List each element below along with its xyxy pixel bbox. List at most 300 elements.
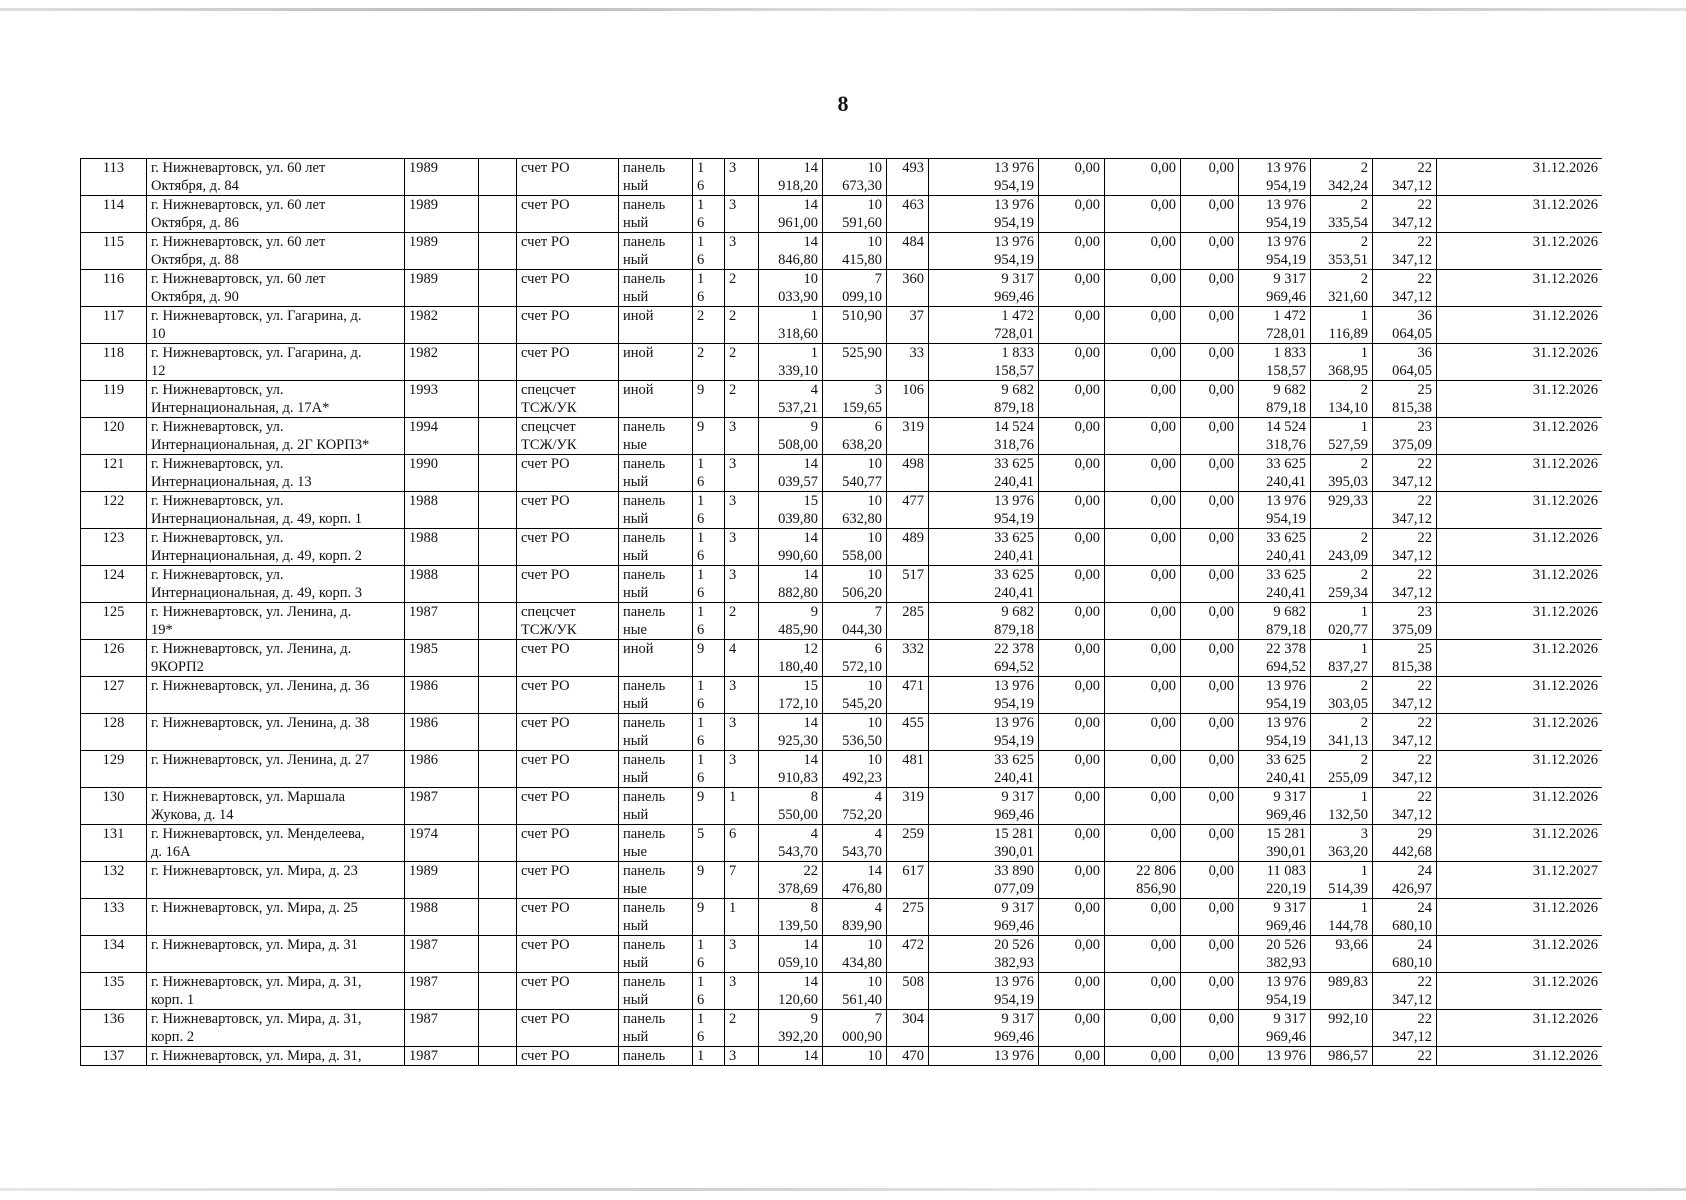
table-row — [81, 1010, 1603, 1047]
cell-fund-account: счет РО — [517, 307, 619, 344]
cell-cost-per-sqm: 1 837,27 — [1311, 640, 1373, 677]
cell-residents: 332 — [887, 640, 929, 677]
cell-wall-material: панель ный — [619, 270, 693, 307]
cell-cost-per-sqm: 992,10 — [1311, 1010, 1373, 1047]
cell-residential-area: 6 638,20 — [823, 418, 887, 455]
cell-residential-area: 510,90 — [823, 307, 887, 344]
cell-deadline-date: 31.12.2026 — [1437, 159, 1603, 196]
scan-edge-top — [0, 8, 1686, 11]
cell-max-cost-per-sqm: 22 347,12 — [1373, 788, 1437, 825]
cell-fund-local: 0,00 — [1181, 1010, 1239, 1047]
cell-address: г. Нижневартовск, ул. Интернациональная, д. 49, корп. 1 — [147, 492, 405, 529]
cell-wall-material: панель ные — [619, 825, 693, 862]
cell-residential-area: 7 044,30 — [823, 603, 887, 640]
cell-max-cost-per-sqm: 25 815,38 — [1373, 381, 1437, 418]
cell-floors: 1 6 — [693, 603, 725, 640]
cell-build-year: 1989 — [405, 270, 479, 307]
cell-residential-area: 10 415,80 — [823, 233, 887, 270]
cell-residents: 470 — [887, 1047, 929, 1066]
cell-max-cost-per-sqm: 23 375,09 — [1373, 603, 1437, 640]
cell-address: г. Нижневартовск, ул. Интернациональная, д. 49, корп. 3 — [147, 566, 405, 603]
cell-cost-per-sqm: 2 259,34 — [1311, 566, 1373, 603]
cell-residential-area: 10 545,20 — [823, 677, 887, 714]
cell-fund-account: счет РО — [517, 899, 619, 936]
cell-floors: 1 6 — [693, 492, 725, 529]
cell-fund-federal: 0,00 — [1039, 603, 1105, 640]
cell-cost-per-sqm: 1 020,77 — [1311, 603, 1373, 640]
cell-fund-federal: 0,00 — [1039, 418, 1105, 455]
cell-wall-material: панель ный — [619, 1010, 693, 1047]
cell-build-year: 1988 — [405, 899, 479, 936]
cell-build-year: 1989 — [405, 196, 479, 233]
table-row — [81, 566, 1603, 603]
cell-address: г. Нижневартовск, ул. Интернациональная, д. 49, корп. 2 — [147, 529, 405, 566]
cell-total-area: 14 961,00 — [759, 196, 823, 233]
cell-residents: 275 — [887, 899, 929, 936]
cell-fund-local: 0,00 — [1181, 529, 1239, 566]
cell-row-number: 118 — [81, 344, 147, 381]
cell-address: г. Нижневартовск, ул. Маршала Жукова, д. 14 — [147, 788, 405, 825]
cell-address: г. Нижневартовск, ул. Интернациональная, д. 17А* — [147, 381, 405, 418]
cell-residential-area: 4 543,70 — [823, 825, 887, 862]
table-row — [81, 862, 1603, 899]
cell-entrances: 4 — [725, 640, 759, 677]
cell-total-area: 9 508,00 — [759, 418, 823, 455]
cell-build-year: 1987 — [405, 936, 479, 973]
cell-fund-regional: 0,00 — [1105, 381, 1181, 418]
cell-cost-per-sqm: 1 514,39 — [1311, 862, 1373, 899]
cell-build-year: 1982 — [405, 344, 479, 381]
cell-deadline-date: 31.12.2026 — [1437, 714, 1603, 751]
cell-max-cost-per-sqm: 22 — [1373, 1047, 1437, 1066]
cell-cost-per-sqm: 2 341,13 — [1311, 714, 1373, 751]
cell-residents: 508 — [887, 973, 929, 1010]
cell-deadline-date: 31.12.2026 — [1437, 492, 1603, 529]
cell-cost-per-sqm: 1 116,89 — [1311, 307, 1373, 344]
cell-build-year: 1985 — [405, 640, 479, 677]
cell-deadline-date: 31.12.2026 — [1437, 381, 1603, 418]
cell-entrances: 3 — [725, 714, 759, 751]
cell-fund-local: 0,00 — [1181, 862, 1239, 899]
cell-fund-local: 0,00 — [1181, 751, 1239, 788]
cell-cost-per-sqm: 2 134,10 — [1311, 381, 1373, 418]
cell-fund-local: 0,00 — [1181, 381, 1239, 418]
cell-deadline-date: 31.12.2026 — [1437, 270, 1603, 307]
cell-fund-account: счет РО — [517, 159, 619, 196]
cell-wall-material: панель ный — [619, 899, 693, 936]
cell-entrances: 3 — [725, 196, 759, 233]
cell-residents: 472 — [887, 936, 929, 973]
cell-total-area: 8 550,00 — [759, 788, 823, 825]
cell-max-cost-per-sqm: 22 347,12 — [1373, 159, 1437, 196]
cell-entrances: 3 — [725, 455, 759, 492]
cell-fund-federal: 0,00 — [1039, 270, 1105, 307]
cell-fund-account: счет РО — [517, 677, 619, 714]
cell-floors: 1 6 — [693, 270, 725, 307]
cell-fund-owners: 9 317 969,46 — [1239, 899, 1311, 936]
cell-fund-regional: 0,00 — [1105, 344, 1181, 381]
cell-total-cost: 20 526 382,93 — [929, 936, 1039, 973]
cell-wall-material: панель ный — [619, 196, 693, 233]
cell-cost-per-sqm: 2 335,54 — [1311, 196, 1373, 233]
cell-total-area: 14 910,83 — [759, 751, 823, 788]
cell-floors: 1 6 — [693, 751, 725, 788]
cell-fund-account: счет РО — [517, 788, 619, 825]
cell-total-area: 14 925,30 — [759, 714, 823, 751]
cell-fund-account: счет РО — [517, 196, 619, 233]
cell-fund-account: счет РО — [517, 640, 619, 677]
cell-address: г. Нижневартовск, ул. Мира, д. 25 — [147, 899, 405, 936]
cell-fund-account: счет РО — [517, 492, 619, 529]
cell-fund-local: 0,00 — [1181, 492, 1239, 529]
cell-total-area: 4 537,21 — [759, 381, 823, 418]
cell-empty-column — [479, 529, 517, 566]
cell-floors: 1 6 — [693, 196, 725, 233]
cell-fund-regional: 0,00 — [1105, 640, 1181, 677]
cell-residential-area: 10 591,60 — [823, 196, 887, 233]
cell-residents: 319 — [887, 788, 929, 825]
cell-cost-per-sqm: 2 353,51 — [1311, 233, 1373, 270]
cell-residential-area: 10 632,80 — [823, 492, 887, 529]
cell-total-cost: 9 682 879,18 — [929, 603, 1039, 640]
cell-build-year: 1989 — [405, 159, 479, 196]
cell-entrances: 2 — [725, 603, 759, 640]
cell-entrances: 3 — [725, 936, 759, 973]
cell-total-area: 12 180,40 — [759, 640, 823, 677]
cell-fund-regional: 0,00 — [1105, 677, 1181, 714]
cell-fund-federal: 0,00 — [1039, 344, 1105, 381]
cell-residential-area: 3 159,65 — [823, 381, 887, 418]
cell-fund-account: счет РО — [517, 566, 619, 603]
cell-build-year: 1987 — [405, 1047, 479, 1066]
cell-deadline-date: 31.12.2026 — [1437, 529, 1603, 566]
cell-fund-owners: 13 976 954,19 — [1239, 159, 1311, 196]
table-row — [81, 344, 1603, 381]
cell-build-year: 1989 — [405, 862, 479, 899]
cell-row-number: 114 — [81, 196, 147, 233]
cell-empty-column — [479, 936, 517, 973]
cell-residential-area: 10 540,77 — [823, 455, 887, 492]
cell-fund-federal: 0,00 — [1039, 455, 1105, 492]
cell-address: г. Нижневартовск, ул. Интернациональная, д. 13 — [147, 455, 405, 492]
cell-address: г. Нижневартовск, ул. Мира, д. 31 — [147, 936, 405, 973]
cell-build-year: 1987 — [405, 603, 479, 640]
cell-deadline-date: 31.12.2026 — [1437, 196, 1603, 233]
cell-entrances: 3 — [725, 492, 759, 529]
cell-fund-owners: 13 976 — [1239, 1047, 1311, 1066]
cell-residential-area: 10 558,00 — [823, 529, 887, 566]
cell-total-cost: 33 625 240,41 — [929, 751, 1039, 788]
cell-fund-local: 0,00 — [1181, 899, 1239, 936]
page-number: 8 — [837, 91, 849, 116]
cell-fund-local: 0,00 — [1181, 566, 1239, 603]
cell-row-number: 115 — [81, 233, 147, 270]
cell-total-area: 14 918,20 — [759, 159, 823, 196]
cell-address: г. Нижневартовск, ул. Мира, д. 31, — [147, 1047, 405, 1066]
cell-residential-area: 10 561,40 — [823, 973, 887, 1010]
cell-build-year: 1986 — [405, 714, 479, 751]
cell-residential-area: 10 492,23 — [823, 751, 887, 788]
cell-empty-column — [479, 677, 517, 714]
cell-deadline-date: 31.12.2026 — [1437, 1047, 1603, 1066]
cell-build-year: 1987 — [405, 1010, 479, 1047]
cell-fund-federal: 0,00 — [1039, 196, 1105, 233]
cell-build-year: 1974 — [405, 825, 479, 862]
cell-wall-material: панель ный — [619, 159, 693, 196]
cell-fund-local: 0,00 — [1181, 196, 1239, 233]
cell-residents: 481 — [887, 751, 929, 788]
cell-total-cost: 9 317 969,46 — [929, 788, 1039, 825]
cell-max-cost-per-sqm: 22 347,12 — [1373, 973, 1437, 1010]
cell-fund-owners: 1 833 158,57 — [1239, 344, 1311, 381]
table-row — [81, 307, 1603, 344]
cell-residents: 471 — [887, 677, 929, 714]
cell-wall-material: панель ный — [619, 529, 693, 566]
cell-total-cost: 33 625 240,41 — [929, 529, 1039, 566]
table-row — [81, 418, 1603, 455]
cell-cost-per-sqm: 1 527,59 — [1311, 418, 1373, 455]
cell-fund-local: 0,00 — [1181, 1047, 1239, 1066]
cell-total-cost: 33 625 240,41 — [929, 455, 1039, 492]
table-row — [81, 1047, 1603, 1066]
cell-total-cost: 9 317 969,46 — [929, 270, 1039, 307]
cell-fund-owners: 13 976 954,19 — [1239, 492, 1311, 529]
cell-fund-owners: 9 317 969,46 — [1239, 788, 1311, 825]
cell-fund-federal: 0,00 — [1039, 640, 1105, 677]
cell-floors: 1 6 — [693, 529, 725, 566]
cell-wall-material: панель ный — [619, 751, 693, 788]
cell-fund-account: счет РО — [517, 714, 619, 751]
cell-cost-per-sqm: 2 342,24 — [1311, 159, 1373, 196]
cell-row-number: 129 — [81, 751, 147, 788]
cell-residential-area: 525,90 — [823, 344, 887, 381]
cell-row-number: 137 — [81, 1047, 147, 1066]
cell-max-cost-per-sqm: 22 347,12 — [1373, 677, 1437, 714]
cell-fund-regional: 0,00 — [1105, 1047, 1181, 1066]
cell-fund-owners: 20 526 382,93 — [1239, 936, 1311, 973]
cell-total-cost: 9 682 879,18 — [929, 381, 1039, 418]
cell-fund-account: спецсчет ТСЖ/УК — [517, 381, 619, 418]
cell-row-number: 128 — [81, 714, 147, 751]
cell-fund-regional: 0,00 — [1105, 159, 1181, 196]
cell-residents: 304 — [887, 1010, 929, 1047]
cell-wall-material: панель ные — [619, 603, 693, 640]
cell-floors: 1 — [693, 1047, 725, 1066]
table-row — [81, 714, 1603, 751]
cell-total-cost: 13 976 954,19 — [929, 677, 1039, 714]
cell-fund-regional: 0,00 — [1105, 196, 1181, 233]
cell-empty-column — [479, 899, 517, 936]
cell-total-area: 14 059,10 — [759, 936, 823, 973]
cell-fund-federal: 0,00 — [1039, 788, 1105, 825]
cell-deadline-date: 31.12.2026 — [1437, 899, 1603, 936]
cell-address: г. Нижневартовск, ул. Мира, д. 31, корп. 1 — [147, 973, 405, 1010]
cell-fund-regional: 0,00 — [1105, 529, 1181, 566]
cell-fund-federal: 0,00 — [1039, 677, 1105, 714]
cell-residents: 498 — [887, 455, 929, 492]
cell-fund-owners: 22 378 694,52 — [1239, 640, 1311, 677]
cell-residents: 319 — [887, 418, 929, 455]
cell-max-cost-per-sqm: 22 347,12 — [1373, 529, 1437, 566]
cell-wall-material: панель ный — [619, 788, 693, 825]
cell-total-cost: 14 524 318,76 — [929, 418, 1039, 455]
cell-wall-material: панель ный — [619, 492, 693, 529]
cell-floors: 9 — [693, 899, 725, 936]
cell-total-area: 14 990,60 — [759, 529, 823, 566]
cell-total-cost: 1 472 728,01 — [929, 307, 1039, 344]
cell-deadline-date: 31.12.2026 — [1437, 566, 1603, 603]
cell-floors: 1 6 — [693, 973, 725, 1010]
cell-address: г. Нижневартовск, ул. 60 лет Октября, д. 84 — [147, 159, 405, 196]
cell-row-number: 123 — [81, 529, 147, 566]
cell-build-year: 1986 — [405, 677, 479, 714]
cell-fund-owners: 9 682 879,18 — [1239, 603, 1311, 640]
cell-deadline-date: 31.12.2026 — [1437, 751, 1603, 788]
table-row — [81, 973, 1603, 1010]
cell-fund-owners: 13 976 954,19 — [1239, 233, 1311, 270]
cell-address: г. Нижневартовск, ул. 60 лет Октября, д. 88 — [147, 233, 405, 270]
cell-fund-account: счет РО — [517, 270, 619, 307]
cell-row-number: 135 — [81, 973, 147, 1010]
cell-fund-account: счет РО — [517, 973, 619, 1010]
cell-fund-regional: 0,00 — [1105, 973, 1181, 1010]
cell-wall-material: панель ный — [619, 714, 693, 751]
cell-total-area: 14 882,80 — [759, 566, 823, 603]
cell-residents: 463 — [887, 196, 929, 233]
cell-max-cost-per-sqm: 24 680,10 — [1373, 899, 1437, 936]
cell-residents: 37 — [887, 307, 929, 344]
cell-address: г. Нижневартовск, ул. Ленина, д. 36 — [147, 677, 405, 714]
cell-floors: 9 — [693, 381, 725, 418]
cell-residents: 106 — [887, 381, 929, 418]
cell-total-cost: 13 976 954,19 — [929, 233, 1039, 270]
table-row — [81, 159, 1603, 196]
cell-row-number: 121 — [81, 455, 147, 492]
cell-max-cost-per-sqm: 22 347,12 — [1373, 270, 1437, 307]
cell-empty-column — [479, 788, 517, 825]
cell-address: г. Нижневартовск, ул. Ленина, д. 38 — [147, 714, 405, 751]
cell-empty-column — [479, 159, 517, 196]
cell-deadline-date: 31.12.2026 — [1437, 973, 1603, 1010]
cell-empty-column — [479, 492, 517, 529]
cell-fund-owners: 15 281 390,01 — [1239, 825, 1311, 862]
cell-empty-column — [479, 455, 517, 492]
cell-entrances: 2 — [725, 270, 759, 307]
cell-total-cost: 9 317 969,46 — [929, 899, 1039, 936]
table-row — [81, 825, 1603, 862]
cell-entrances: 3 — [725, 418, 759, 455]
cell-row-number: 117 — [81, 307, 147, 344]
cell-total-cost: 13 976 954,19 — [929, 492, 1039, 529]
cell-residents: 477 — [887, 492, 929, 529]
cell-cost-per-sqm: 989,83 — [1311, 973, 1373, 1010]
cell-max-cost-per-sqm: 22 347,12 — [1373, 455, 1437, 492]
cell-build-year: 1987 — [405, 973, 479, 1010]
cell-entrances: 2 — [725, 381, 759, 418]
cell-row-number: 136 — [81, 1010, 147, 1047]
cell-build-year: 1989 — [405, 233, 479, 270]
cell-total-cost: 13 976 954,19 — [929, 973, 1039, 1010]
cell-entrances: 1 — [725, 899, 759, 936]
cell-deadline-date: 31.12.2026 — [1437, 1010, 1603, 1047]
cell-deadline-date: 31.12.2026 — [1437, 825, 1603, 862]
table-row — [81, 751, 1603, 788]
cell-fund-local: 0,00 — [1181, 714, 1239, 751]
cell-fund-federal: 0,00 — [1039, 381, 1105, 418]
cell-fund-federal: 0,00 — [1039, 566, 1105, 603]
cell-row-number: 116 — [81, 270, 147, 307]
cell-fund-federal: 0,00 — [1039, 233, 1105, 270]
cell-total-area: 15 172,10 — [759, 677, 823, 714]
cell-max-cost-per-sqm: 25 815,38 — [1373, 640, 1437, 677]
cell-empty-column — [479, 270, 517, 307]
cell-build-year: 1987 — [405, 788, 479, 825]
cell-floors: 1 6 — [693, 159, 725, 196]
cell-residents: 489 — [887, 529, 929, 566]
cell-wall-material: иной — [619, 344, 693, 381]
cell-entrances: 6 — [725, 825, 759, 862]
cell-max-cost-per-sqm: 23 375,09 — [1373, 418, 1437, 455]
cell-empty-column — [479, 381, 517, 418]
cell-fund-account: счет РО — [517, 233, 619, 270]
cell-entrances: 1 — [725, 788, 759, 825]
cell-fund-owners: 13 976 954,19 — [1239, 196, 1311, 233]
cell-row-number: 130 — [81, 788, 147, 825]
scan-edge-bottom — [0, 1188, 1686, 1191]
cell-row-number: 113 — [81, 159, 147, 196]
cell-fund-local: 0,00 — [1181, 603, 1239, 640]
cell-fund-local: 0,00 — [1181, 270, 1239, 307]
cell-fund-account: счет РО — [517, 455, 619, 492]
cell-fund-local: 0,00 — [1181, 640, 1239, 677]
cell-fund-owners: 33 625 240,41 — [1239, 455, 1311, 492]
cell-residential-area: 10 506,20 — [823, 566, 887, 603]
cell-max-cost-per-sqm: 22 347,12 — [1373, 196, 1437, 233]
cell-empty-column — [479, 1010, 517, 1047]
cell-residents: 617 — [887, 862, 929, 899]
cell-total-cost: 13 976 954,19 — [929, 159, 1039, 196]
cell-fund-federal: 0,00 — [1039, 825, 1105, 862]
cell-fund-federal: 0,00 — [1039, 899, 1105, 936]
cell-wall-material: панель ный — [619, 233, 693, 270]
cell-fund-regional: 0,00 — [1105, 603, 1181, 640]
cell-wall-material: панель ный — [619, 455, 693, 492]
cell-fund-local: 0,00 — [1181, 677, 1239, 714]
cell-fund-owners: 14 524 318,76 — [1239, 418, 1311, 455]
cell-total-cost: 13 976 954,19 — [929, 714, 1039, 751]
cell-empty-column — [479, 714, 517, 751]
cell-total-cost: 22 378 694,52 — [929, 640, 1039, 677]
cell-floors: 9 — [693, 640, 725, 677]
cell-fund-regional: 0,00 — [1105, 455, 1181, 492]
cell-max-cost-per-sqm: 22 347,12 — [1373, 566, 1437, 603]
cell-residential-area: 4 839,90 — [823, 899, 887, 936]
cell-row-number: 134 — [81, 936, 147, 973]
cell-total-area: 14 846,80 — [759, 233, 823, 270]
cell-fund-federal: 0,00 — [1039, 973, 1105, 1010]
cell-fund-account: счет РО — [517, 1010, 619, 1047]
cell-total-cost: 13 976 — [929, 1047, 1039, 1066]
cell-total-area: 15 039,80 — [759, 492, 823, 529]
cell-fund-regional: 0,00 — [1105, 936, 1181, 973]
cell-max-cost-per-sqm: 22 347,12 — [1373, 233, 1437, 270]
cell-fund-owners: 33 625 240,41 — [1239, 566, 1311, 603]
cell-entrances: 7 — [725, 862, 759, 899]
cell-residential-area: 4 752,20 — [823, 788, 887, 825]
cell-empty-column — [479, 566, 517, 603]
cell-empty-column — [479, 862, 517, 899]
cell-fund-federal: 0,00 — [1039, 492, 1105, 529]
